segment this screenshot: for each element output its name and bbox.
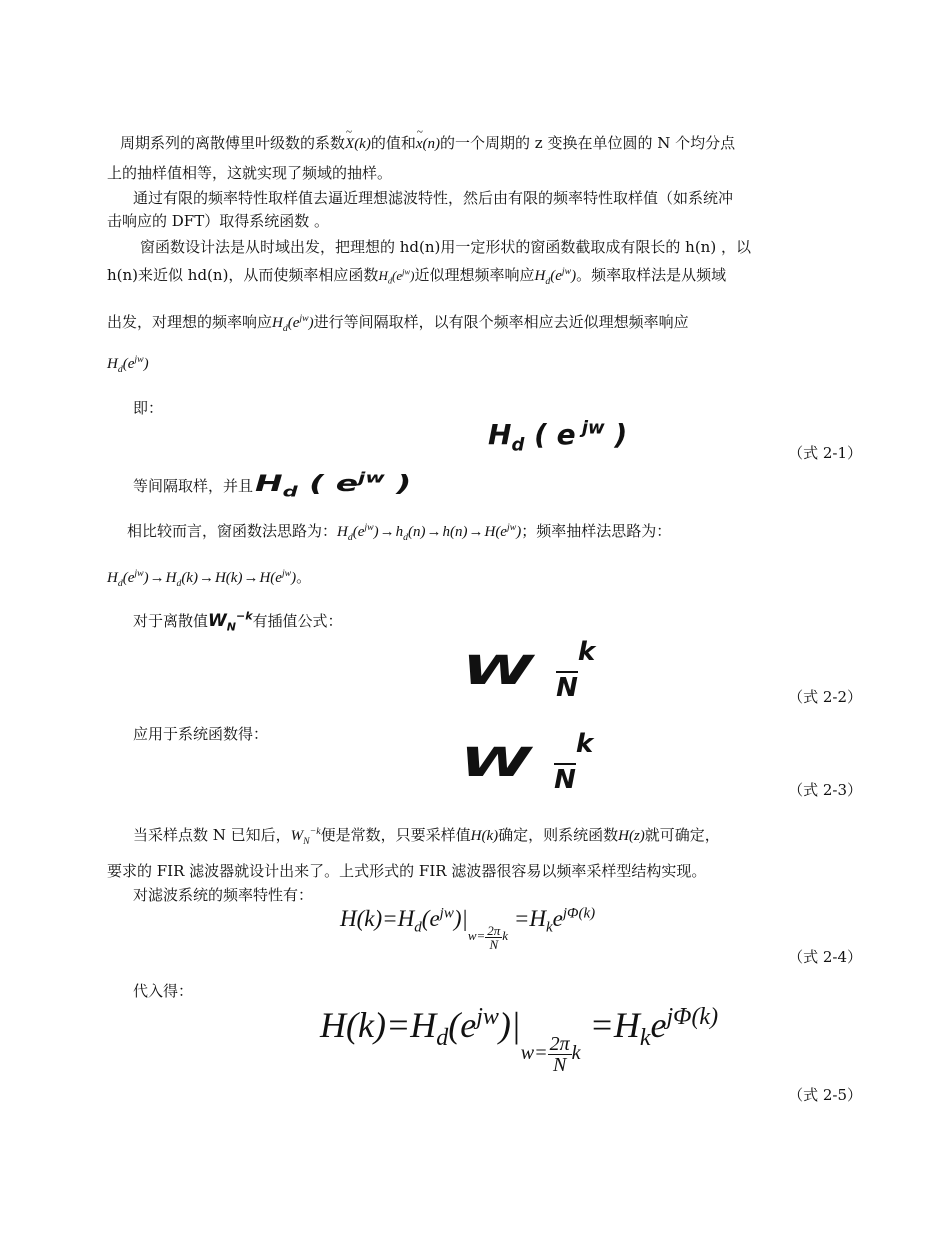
text: 进行等间隔取样，以有限个频率相应去近似理想频率响应	[313, 313, 689, 331]
math-H-k: H(k)	[470, 828, 499, 844]
math-Hd-ejw: $H_d(e^{jw})$	[378, 266, 415, 286]
equation-label-2-3: （式 2-3）	[788, 781, 862, 799]
text: ；频率抽样法思路为：	[521, 522, 672, 540]
equation-label-2-5: （式 2-5）	[788, 1086, 862, 1104]
paragraph-11	[133, 980, 193, 1002]
math-x-tilde-n: ~ x(n)	[416, 136, 440, 152]
equation-2-1: $H_d$ ( e $^{jw}$ )	[488, 417, 628, 456]
paragraph-9-line-2	[107, 860, 706, 882]
text: 上的抽样值相等，这就实现了频域的抽样。	[107, 164, 393, 182]
paragraph-2-line-2	[107, 210, 329, 232]
equation-label-2-2: （式 2-2）	[788, 688, 862, 706]
text: 出发，对理想的频率响应	[107, 313, 273, 331]
text: 确定，则系统函数	[498, 826, 619, 844]
math-sampling-method-path: $H_d(e^{jw})\to H_d(k)\to H(k)\to H(e^{jw})$	[107, 568, 297, 589]
text: 相比较而言，窗函数法思路为：	[127, 522, 338, 540]
text: 应用于系统函数得：	[133, 725, 269, 743]
math-Hd-ejw: $H_d(e^{jw})$	[272, 313, 314, 334]
math-H-z: H(z)	[618, 828, 645, 844]
math-W-N-minus-k: $W_N^{-k}$	[208, 609, 253, 634]
text: 近似理想频率响应	[414, 266, 535, 284]
text: 就可确定，	[644, 826, 720, 844]
paragraph-3-line-3	[107, 311, 689, 334]
text: 当采样点数 N 已知后，	[133, 826, 291, 844]
paragraph-2-line-1	[133, 187, 733, 209]
text: 击响应的 DFT）取得系统函数 。	[107, 212, 329, 230]
equation-2-3: W $_N^k$	[460, 728, 594, 795]
text: 对滤波系统的频率特性有：	[133, 886, 314, 904]
paragraph-7	[133, 610, 343, 632]
text: 等间隔取样，并且	[133, 477, 254, 495]
text: h(n)来近似 hd(n)，从而使频率相应函数	[107, 266, 379, 284]
math-Hd-ejw-wide: $H_d$ ( $e^{jw}$ )	[255, 470, 412, 501]
equation-label-2-1: （式 2-1）	[788, 444, 862, 462]
paragraph-10	[133, 884, 313, 906]
text: 要求的 FIR 滤波器就设计出来了。上式形式的 FIR 滤波器很容易以频率采样型结构实现。	[107, 862, 707, 880]
text: 有插值公式：	[252, 612, 343, 630]
paragraph-9-line-1	[133, 824, 720, 847]
text: 的值和	[370, 134, 416, 152]
math-W-N-minus-k: $W_N^{-k}$	[290, 826, 321, 847]
paragraph-1-line-2	[107, 162, 392, 184]
equation-label-2-4: （式 2-4）	[788, 948, 862, 966]
paragraph-6-line-2	[107, 566, 311, 589]
math-window-method-path: $H_d(e^{jw})\to h_d(n)\to h(n)\to H(e^{jw})$	[337, 522, 522, 543]
paragraph-5	[133, 470, 412, 501]
text: 的一个周期的 z 变换在单位圆的 N 个均分点	[440, 134, 736, 152]
math-X-tilde-k: ~ X(k)	[345, 136, 371, 152]
paragraph-3-line-2	[107, 264, 726, 287]
text: 对于离散值	[133, 612, 209, 630]
paragraph-4	[133, 397, 163, 419]
equation-2-2: W $_N^k$	[462, 636, 596, 703]
text: 窗函数设计法是从时域出发，把理想的 hd(n)用一定形状的窗函数截取成有限长的 h(n) ，以	[140, 238, 751, 256]
paragraph-3-line-4	[107, 352, 149, 375]
equation-2-5: $H(k)=H_d(e^{jw})|_{w= \frac{2\pi}{N} k} =H_ke^{j\Phi(k)}$	[320, 1004, 719, 1076]
text: 通过有限的频率特性取样值去逼近理想滤波特性，然后由有限的频率特性取样值（如系统冲	[133, 189, 734, 207]
paragraph-8	[133, 723, 268, 745]
paragraph-3-line-1	[140, 236, 751, 258]
math-Hd-ejw: $H_d(e^{jw})$	[534, 266, 577, 287]
math-Hd-ejw: $H_d(e^{jw})$	[107, 354, 149, 375]
text: 即：	[133, 399, 164, 417]
paragraph-1-line-1	[120, 132, 735, 155]
text: 。频率取样法是从频域	[576, 266, 727, 284]
equation-2-4: $H(k)=H_d(e^{jw})|_{w= \frac{2\pi}{N} k} =H_ke^{j\Phi(k)}$	[340, 905, 596, 952]
text: 代入得：	[133, 982, 194, 1000]
text: 周期系列的离散傅里叶级数的系数	[120, 134, 346, 152]
text: 便是常数，只要采样值	[320, 826, 471, 844]
text: 。	[296, 568, 312, 586]
paragraph-6-line-1	[127, 520, 671, 543]
